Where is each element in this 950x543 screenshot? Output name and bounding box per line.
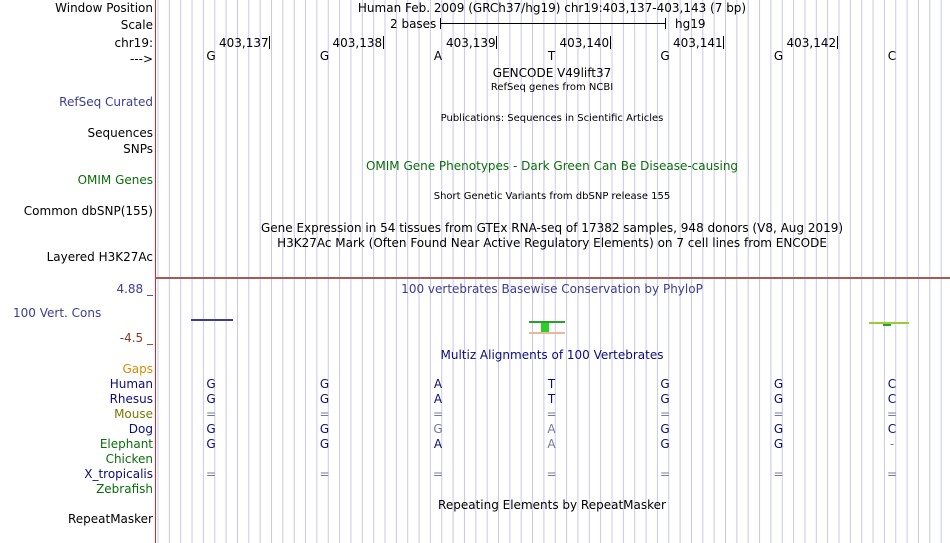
common-dbsnp-label[interactable]: Common dbSNP(155) <box>23 204 153 218</box>
alignment-base: - <box>889 437 895 451</box>
species-label-dog[interactable]: Dog <box>128 422 153 436</box>
sequence-base: G <box>773 49 784 63</box>
ruler-position-label: 403,139 <box>446 36 496 50</box>
phylop-bar-4-peak <box>541 323 549 332</box>
sequences-label[interactable]: Sequences <box>87 126 153 140</box>
alignment-base: G <box>319 392 330 406</box>
window-position-text: Human Feb. 2009 (GRCh37/hg19) chr19:403,137-403,143 (7 bp) <box>357 1 747 15</box>
alignment-base: A <box>433 377 443 391</box>
track-group-divider <box>155 277 950 279</box>
alignment-base: G <box>319 377 330 391</box>
scale-bar <box>440 23 666 24</box>
publications-track-title: Publications: Sequences in Scientific Articles <box>440 113 664 124</box>
species-label-rhesus[interactable]: Rhesus <box>109 392 153 406</box>
layered-h3k27ac-label[interactable]: Layered H3K27Ac <box>46 250 153 264</box>
alignment-base: = <box>659 467 671 481</box>
ruler-position-label: 403,141 <box>673 36 723 50</box>
alignment-base: = <box>546 407 557 421</box>
sequence-base: A <box>433 49 443 63</box>
alignment-base: G <box>660 377 670 391</box>
phylop-bar-1 <box>191 319 233 321</box>
dbsnp-track-title: Short Genetic Variants from dbSNP release 155 <box>433 191 671 202</box>
sequence-base: G <box>319 49 330 63</box>
gaps-label[interactable]: Gaps <box>122 362 153 376</box>
alignment-base: C <box>887 422 897 436</box>
phylop-bar-7 <box>869 322 909 324</box>
repeatmasker-track-title: Repeating Elements by RepeatMasker <box>438 498 666 512</box>
alignment-base: = <box>319 407 330 421</box>
species-label-chicken[interactable]: Chicken <box>105 452 153 466</box>
ruler-tick <box>496 36 497 49</box>
ruler-tick <box>723 36 724 49</box>
alignment-base: = <box>319 467 330 481</box>
sequence-base: G <box>206 49 216 63</box>
alignment-base: = <box>886 407 898 421</box>
refseq-curated-label[interactable]: RefSeq Curated <box>59 95 153 109</box>
alignment-base: G <box>206 392 216 406</box>
alignment-base: A <box>433 437 443 451</box>
scale-label: Scale <box>120 18 153 32</box>
omim-genes-label[interactable]: OMIM Genes <box>77 173 153 187</box>
ruler-tick <box>269 36 270 49</box>
ruler-position-label: 403,137 <box>219 36 269 50</box>
sequence-base: T <box>547 49 556 63</box>
alignment-base: G <box>660 422 670 436</box>
snps-label[interactable]: SNPs <box>123 142 153 156</box>
alignment-base: = <box>432 407 444 421</box>
alignment-base: T <box>547 392 556 406</box>
species-label-zebrafish[interactable]: Zebrafish <box>96 482 153 496</box>
species-label-x_tropicalis[interactable]: X_tropicalis <box>84 467 153 481</box>
ruler-tick <box>383 36 384 49</box>
ruler-position-label: 403,142 <box>786 36 837 50</box>
species-label-elephant[interactable]: Elephant <box>99 437 153 451</box>
phylop-bar-7-peak <box>883 324 891 326</box>
phylop-track-label[interactable]: 100 Vert. Cons <box>13 306 102 320</box>
alignment-base: G <box>773 377 784 391</box>
alignment-base: = <box>432 467 444 481</box>
alignment-base: G <box>660 437 670 451</box>
alignment-base: C <box>887 392 897 406</box>
repeatmasker-label[interactable]: RepeatMasker <box>67 512 153 526</box>
alignment-base: = <box>773 467 784 481</box>
scale-bar-cap-right <box>665 18 666 29</box>
sequence-base: C <box>887 49 897 63</box>
phylop-bar-4-neg <box>529 332 565 334</box>
alignment-base: = <box>659 407 671 421</box>
label-divider <box>155 0 156 543</box>
multiz-track-title: Multiz Alignments of 100 Vertebrates <box>440 348 664 362</box>
ruler-tick <box>837 36 838 49</box>
species-label-mouse[interactable]: Mouse <box>114 407 153 421</box>
phylop-min-label: -4.5 _ <box>119 331 153 345</box>
alignment-base: = <box>546 467 557 481</box>
alignment-base: G <box>773 437 784 451</box>
gtex-track-title: Gene Expression in 54 tissues from GTEx RNA-seq of 17382 samples, 948 donors (V8, Aug 2019) <box>260 221 844 235</box>
refseq-track-title: RefSeq genes from NCBI <box>490 82 614 93</box>
omim-track-title: OMIM Gene Phenotypes - Dark Green Can Be Disease-causing <box>365 159 739 173</box>
chrom-label: chr19: <box>114 36 153 50</box>
alignment-base: G <box>206 437 216 451</box>
alignment-base: G <box>773 422 784 436</box>
alignment-base: G <box>206 422 216 436</box>
sequence-base: G <box>660 49 670 63</box>
alignment-base: T <box>547 377 556 391</box>
phylop-track-title: 100 vertebrates Basewise Conservation by PhyloP <box>401 282 703 296</box>
window-position-label: Window Position <box>55 1 153 15</box>
h3k27ac-track-title: H3K27Ac Mark (Often Found Near Active Regulatory Elements) on 7 cell lines from ENCODE <box>277 236 827 250</box>
alignment-base: G <box>433 422 443 436</box>
alignment-base: G <box>206 377 216 391</box>
alignment-base: = <box>773 407 784 421</box>
alignment-base: = <box>886 467 898 481</box>
alignment-base: G <box>319 437 330 451</box>
scale-assembly: hg19 <box>675 17 706 31</box>
alignment-base: G <box>773 392 784 406</box>
scale-bar-cap-left <box>440 18 441 29</box>
ruler-position-label: 403,138 <box>332 36 383 50</box>
alignment-base: A <box>433 392 443 406</box>
ruler-tick <box>610 36 611 49</box>
gencode-track-title: GENCODE V49lift37 <box>492 66 612 80</box>
alignment-base: G <box>660 392 670 406</box>
strand-label: ---> <box>129 52 153 66</box>
alignment-base: = <box>205 467 217 481</box>
phylop-wiggle <box>155 300 950 345</box>
scale-text: 2 bases <box>390 17 437 31</box>
alignment-base: C <box>887 377 897 391</box>
phylop-bar-4-base <box>529 321 565 323</box>
species-label-human[interactable]: Human <box>109 377 153 391</box>
alignment-base: G <box>319 422 330 436</box>
ruler-position-label: 403,140 <box>559 36 610 50</box>
alignment-base: = <box>205 407 217 421</box>
phylop-max-label: 4.88 _ <box>116 282 153 296</box>
alignment-base: A <box>547 437 556 451</box>
alignment-base: A <box>547 422 556 436</box>
